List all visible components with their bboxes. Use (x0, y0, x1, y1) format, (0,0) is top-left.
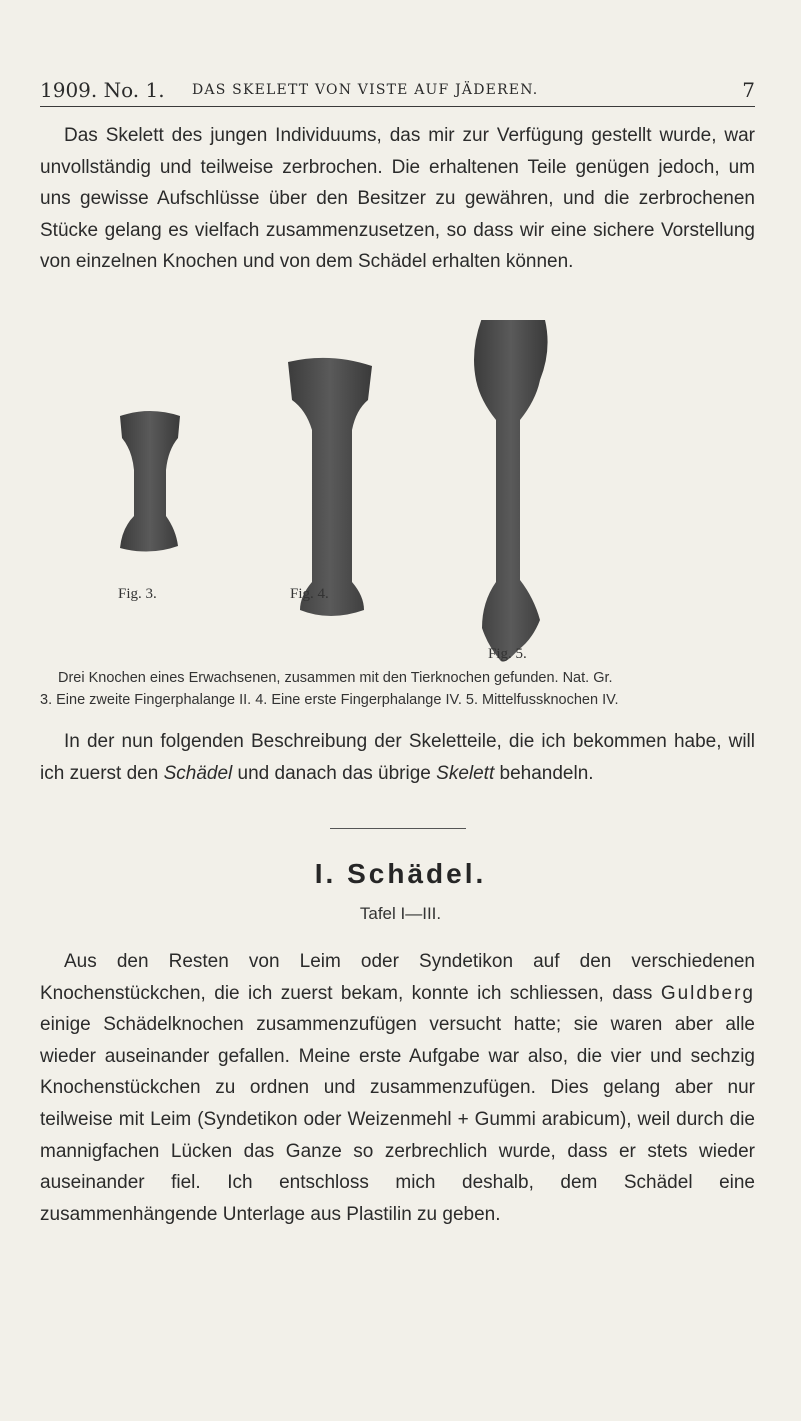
bone-fig3 (120, 411, 180, 552)
para3-text-1: Aus den Resten von Leim oder Syndetikon auf den verschiedenen Knochenstückchen, die ich zuerst bekam, konnte ich schliessen, dass (40, 951, 755, 1004)
para3-text-2: einige Schädelknochen zusammenzufügen versucht hatte; sie waren aber alle wieder auseinander gefallen. Meine erste Aufgabe war also, die vier und sechzig Knochenstückchen zu ordnen und zusammenzufügen. Dies gelang aber nur teilweise mit Leim (Syndetikon oder Weizenmehl + Gummi arabicum), weil durch die mannigfachen Lücken das Ganze so zerbrechlich wurde, dass er stets wieder auseinander fiel. Ich entschloss mich deshalb, dem Schädel eine zusammenhängende Unterlage aus Plastilin zu geben. (40, 1014, 755, 1225)
page-number: 7 (742, 78, 755, 102)
header-title: DAS SKELETT VON VISTE AUF JÄDEREN. (192, 82, 539, 98)
para2-text-3: behandeln. (494, 762, 594, 784)
figure-plate (0, 320, 801, 720)
section-title: I. Schädel. (314, 858, 487, 889)
fig4-label: Fig. 4. (290, 586, 329, 602)
para2-text-2: und danach das übrige (232, 762, 437, 784)
bone-figures (0, 320, 801, 720)
para2-text-1: In der nun folgenden Beschreibung der Skeletteile, die ich bekommen habe, will ich zuerst den (40, 731, 755, 784)
paragraph-skull (40, 946, 755, 1230)
caption-line-1: Drei Knochen eines Erwachsenen, zusammen mit den Tierknochen gefunden. Nat. Gr. (58, 670, 613, 686)
figure-caption (40, 667, 755, 711)
para3-name-guldberg: Guldberg (660, 982, 755, 1004)
paragraph-intro: Das Skelett des jungen Individuums, das mir zur Verfügung gestellt wurde, war unvollständig und teilweise zerbrochen. Die erhaltenen Teile genügen jedoch, um uns gewisse Aufschlüsse über den Besitzer zu gewähren, und die zerbrochenen Stücke gelang es vielfach zusammenzusetzen, so dass wir eine sichere Vorstellung von einzelnen Knochen und von dem Schädel erhalten können. (40, 125, 755, 272)
section-divider (330, 828, 466, 829)
para2-italic-skelett: Skelett (436, 762, 495, 784)
para2-italic-schaedel: Schädel (163, 762, 233, 784)
bone-fig4 (288, 358, 372, 616)
caption-line-2: 3. Eine zweite Fingerphalange II. 4. Eine erste Fingerphalange IV. 5. Mittelfussknochen IV. (40, 692, 619, 708)
bone-fig5 (474, 320, 548, 662)
header-issue: 1909. No. 1. (40, 78, 165, 102)
fig3-label: Fig. 3. (118, 586, 157, 602)
section-subtitle: Tafel I—III. (359, 904, 442, 923)
running-head (40, 72, 755, 107)
paragraph-overview (40, 726, 755, 789)
fig5-label: Fig. 5. (488, 646, 527, 662)
